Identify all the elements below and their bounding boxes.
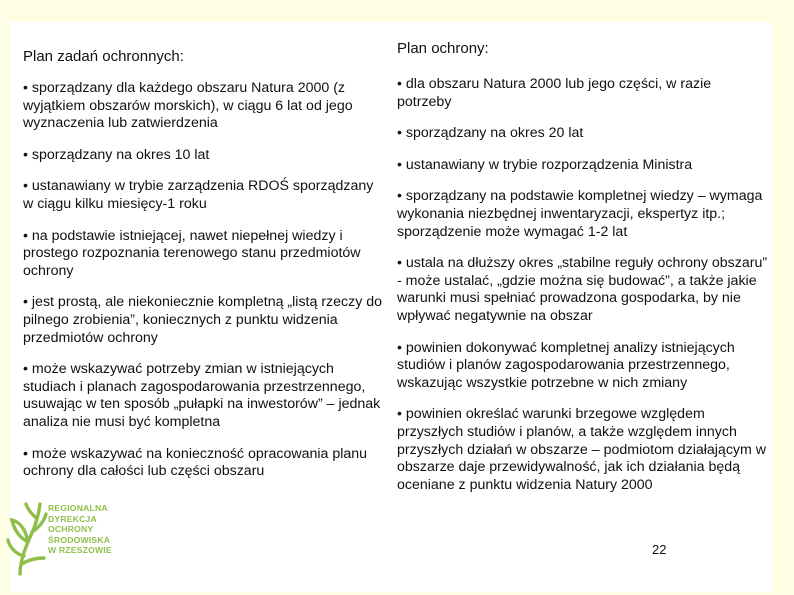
- right-column: [397, 40, 769, 508]
- left-column: [23, 48, 385, 495]
- right-item: • sporządzany na okres 20 lat: [397, 125, 584, 142]
- logo-line: OCHRONY: [48, 524, 94, 535]
- left-item: • sporządzany na okres 10 lat: [23, 146, 210, 163]
- right-item: • ustanawiany w trybie rozporządzenia Ministra: [397, 156, 693, 173]
- right-item: • sporządzany na podstawie kompletnej wiedzy – wymaga wykonania niezbędnej inwentaryzacji, ekspertyz itp.; sporządzenie może wymagać 1-2 lat: [397, 188, 763, 240]
- page-number: 22: [652, 542, 667, 557]
- left-item: • sporządzany dla każdego obszaru Natura 2000 (z wyjątkiem obszarów morskich), w ciągu 6 lat od jego wyznaczenia lub zatwierdzenia: [23, 80, 353, 132]
- logo-line: ŚRODOWISKA: [48, 534, 111, 545]
- left-item: • jest prostą, ale niekoniecznie kompletną „listą rzeczy do pilnego zrobienia”, koniecznych z punktu widzenia przedmiotów ochrony: [23, 294, 383, 346]
- left-heading: Plan zadań ochronnych:: [23, 48, 184, 65]
- left-item: • ustanawiany w trybie zarządzenia RDOŚ sporządzany w ciągu kilku miesięcy-1 roku: [23, 178, 374, 212]
- logo-line: W RZESZOWIE: [48, 545, 112, 556]
- left-item: • może wskazywać potrzeby zmian w istniejących studiach i planach zagospodarowania przestrzennego, usuwając w ten sposób „pułapki na inwestorów” – jednak analiza nie musi być kompletna: [23, 361, 381, 430]
- logo-line: REGIONALNA: [48, 503, 108, 513]
- logo-line: DYREKCJA: [48, 513, 97, 524]
- left-item: • na podstawie istniejącej, nawet niepełnej wiedzy i prostego rozpoznania terenowego stanu przedmiotów ochrony: [23, 227, 361, 279]
- right-item: • ustala na dłuższy okres „stabilne reguły ochrony obszaru” - może ustalać, „gdzie można się budować”, a także jakie warunki musi spełniać prowadzona gospodarka, by nie wpływać negatywnie na obszar: [397, 255, 768, 324]
- logo-text: [48, 503, 112, 556]
- left-item: • może wskazywać na konieczność opracowania planu ochrony dla całości lub części obszaru: [23, 445, 368, 480]
- right-item: • powinien dokonywać kompletnej analizy istniejących studiów i planów zagospodarowania przestrzennego, wskazując wszystkie potrzebne w nich zmiany: [397, 339, 735, 391]
- right-heading: Plan ochrony:: [397, 40, 489, 57]
- right-item: • dla obszaru Natura 2000 lub jego części, w razie potrzeby: [397, 76, 712, 110]
- right-item: • powinien określać warunki brzegowe względem przyszłych studiów i planów, a także względem innych przyszłych działań w obszarze – podmiotom działającym w obszarze daje przewidywalność, jak ich działania będą oceniane z punktu widzenia Natury 2000: [397, 406, 767, 493]
